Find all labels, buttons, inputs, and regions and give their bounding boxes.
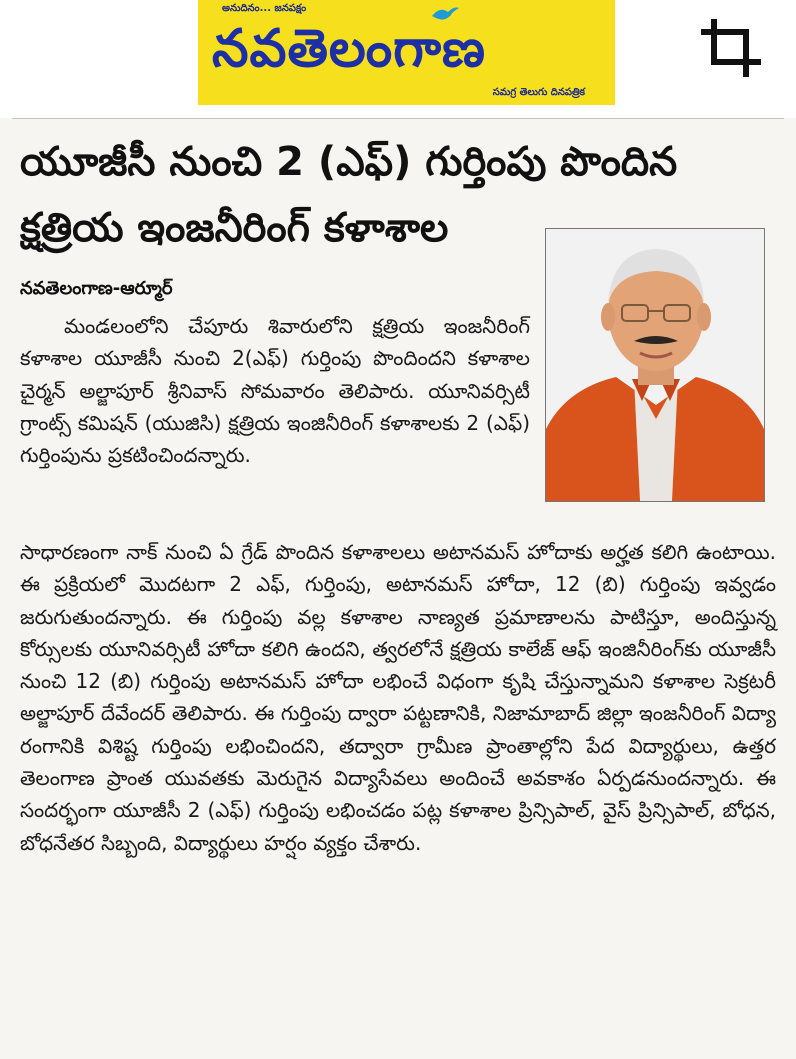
top-bar <box>0 0 796 118</box>
masthead-tagline-bottom: సమగ్ర తెలుగు దినపత్రిక <box>492 87 585 98</box>
chairman-photo <box>545 228 765 502</box>
person-portrait-icon <box>546 229 764 501</box>
divider <box>12 118 784 119</box>
article-paragraph-intro: మండలంలోని చేపూరు శివారులోని క్షత్రియ ఇంజనీరింగ్ కళాశాల యూజీసీ నుంచి 2(ఎఫ్) గుర్తింపు పొందిందని కళాశాల చైర్మన్ అల్జాపూర్ శ్రీనివాస్ సోమవారం తెలిపారు. యూనివర్సిటీ గ్రాంట్స్ కమిషన్ (యుజిసి) క్షత్రియ ఇంజినీరింగ్ కళాశాలకు 2 (ఎఫ్) గుర్తింపును ప్రకటించిందన్నారు. <box>20 314 530 468</box>
masthead-tagline-top: అనుదినం... జనపక్షం <box>222 3 307 14</box>
newspaper-masthead <box>198 0 615 105</box>
article-byline: నవతెలంగాణ-ఆర్మూర్ <box>20 278 173 299</box>
news-article <box>0 118 796 1059</box>
article-paragraph-main: సాధారణంగా నాక్ నుంచి ఏ గ్రేడ్ పొందిన కళాశాలలు అటానమస్ హోదాకు అర్హత కలిగి ఉంటాయి. ఈ ప్రక్రియలో మొదటగా 2 ఎఫ్, గుర్తింపు, అటానమస్ హోదా, 12 (బి) గుర్తింపు ఇవ్వడం జరుగుతుందన్నారు. ఈ గుర్తింపు వల్ల కళాశాల నాణ్యత ప్రమాణాలను పాటిస్తూ, అందిస్తున్న కోర్సులకు యూనివర్సిటీ హోదా కలిగి ఉందని, త్వరలోనే క్షత్రియ కాలేజ్ ఆఫ్ ఇంజినీరింగ్‌కు యూజీసీ నుంచి 12 (బి) గుర్తింపు అటానమస్ హోదా లభించే విధంగా కృషి చేస్తున్నామని కళాశాల సెక్రటరీ అల్జాపూర్ దేవేందర్ తెలిపారు. ఈ గుర్తింపు ద్వారా పట్టణానికి, నిజామాబాద్ జిల్లా ఇంజనీరింగ్ విద్యా రంగానికి విశిష్ట గుర్తింపు లభించిందని, తద్వారా గ్రామీణ ప్రాంతాల్లోని పేద విద్యార్థులు, ఉత్తర తెలంగాణ ప్రాంత యువతకు మెరుగైన విద్యాసేవలు అందించే అవకాశం ఏర్పడనుందన్నారు. ఈ సందర్భంగా యూజీసీ 2 (ఎఫ్) గుర్తింపు లభించడం పట్ల కళాశాల ప్రిన్సిపాల్, వైస్ ప్రిన్సిపాల్, బోధన, బోధనేతర సిబ్బంది, విద్యార్థులు హర్షం వ్యక్తం చేశారు. <box>20 540 776 855</box>
headline-line-2: క్షత్రియ ఇంజనీరింగ్ కళాశాల <box>20 205 449 251</box>
newspaper-title: నవతెలంగాణ <box>212 19 487 79</box>
headline-line-1: యూజీసీ నుంచి 2 (ఎఫ్) గుర్తింపు పొందిన <box>20 139 678 185</box>
crop-icon[interactable] <box>700 16 764 80</box>
